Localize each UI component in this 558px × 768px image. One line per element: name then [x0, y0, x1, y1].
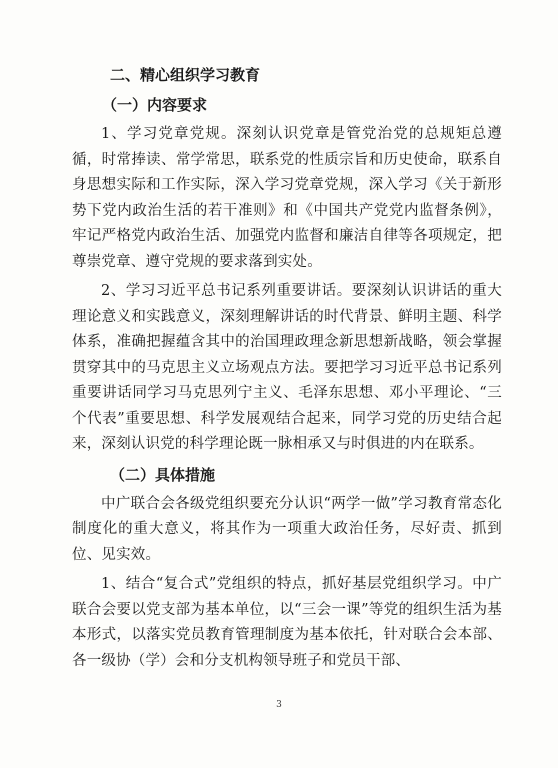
paragraph-grassroots-study: 1、结合“复合式”党组织的特点，抓好基层党组织学习。中广联合会要以党支部为基本单位，以“三会一课”等党的组织生活为基本形式，以落实党员教育管理制度为基本依托，针对联合会本部、各一级协（学）会和分支机构领导班子和党员干部、	[72, 576, 502, 669]
paragraph-study-party-constitution: 1、学习党章党规。深刻认识党章是管党治党的总规矩总遵循，时常捧读、常学常思，联系党的性质宗旨和历史使命，联系自身思想实际和工作实际，深入学习党章党规，深入学习《关于新形势下党内政治生活的若干准则》和《中国共产党党内监督条例》，牢记严格党内政治生活、加强党内监督和廉洁自律等各项规定，把尊崇党章、遵守党规的要求落到实处。	[72, 126, 502, 270]
subsection-title-content-requirements: （一）内容要求	[102, 96, 208, 114]
section-title: 二、精心组织学习教育	[110, 66, 261, 84]
paragraph-measures-intro: 中广联合会各级党组织要充分认识“两学一做”学习教育常态化制度化的重大意义，将其作为一项重大政治任务，尽好责、抓到位、见实效。	[72, 495, 502, 563]
document-body	[72, 62, 502, 678]
subsection-title-specific-measures: （二）具体措施	[110, 465, 216, 484]
paragraph-study-speeches: 2、学习习近平总书记系列重要讲话。要深刻认识讲话的重大理论意义和实践意义，深刻理解讲话的时代背景、鲜明主题、科学体系，准确把握蕴含其中的治国理政理念新思想新战略，领会掌握贯穿其中的马克思主义立场观点方法。要把学习习近平总书记系列重要讲话同学习马克思列宁主义、毛泽东思想、邓小平理论、“三个代表”重要思想、科学发展观结合起来，同学习党的历史结合起来，深刻认识党的科学理论既一脉相承又与时俱进的内在联系。	[72, 283, 502, 452]
page-number: 3	[276, 700, 282, 710]
